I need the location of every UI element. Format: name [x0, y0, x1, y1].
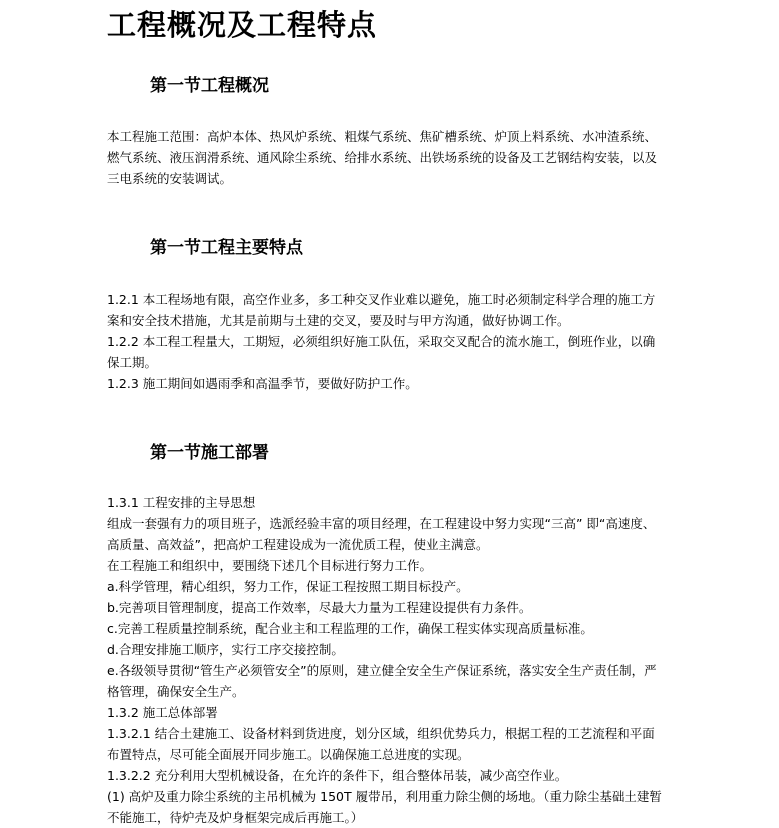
paragraph: 1.2.2 本工程工程量大，工期短，必须组织好施工队伍，采取交叉配合的流水施工，倒班作业，以确保工期。 — [107, 334, 656, 370]
paragraph: 1.3.1 工程安排的主导思想 — [107, 495, 256, 510]
paragraph: 1.3.2.2 充分利用大型机械设备，在允许的条件下，组合整体吊装，减少高空作业。 — [107, 768, 568, 783]
paragraph: b.完善项目管理制度，提高工作效率，尽最大力量为工程建设提供有力条件。 — [107, 600, 532, 615]
paragraph: 1.2.1 本工程场地有限，高空作业多，多工种交叉作业难以避免，施工时必须制定科学合理的施工方案和安全技术措施，尤其是前期与土建的交叉，要及时与甲方沟通，做好协调工作。 — [107, 292, 656, 328]
paragraph: 1.2.3 施工期间如遇雨季和高温季节，要做好防护工作。 — [107, 376, 418, 391]
paragraph: 本工程施工范围：高炉本体、热风炉系统、粗煤气系统、焦矿槽系统、炉顶上料系统、水冲渣系统、燃气系统、液压润滑系统、通风除尘系统、给排水系统、出铁场系统的设备及工艺钢结构安装，以及三电系统的安装调试。 — [107, 129, 658, 186]
section-body-deployment — [107, 492, 667, 828]
document-title: 工程概况及工程特点 — [107, 8, 378, 42]
paragraph: e.各级领导贯彻“管生产必须管安全”的原则，建立健全安全生产保证系统，落实安全生产责任制，严格管理，确保安全生产。 — [107, 663, 657, 699]
paragraph: (1) 高炉及重力除尘系统的主吊机械为 150T 履带吊，利用重力除尘侧的场地。（重力除尘基础土建暂不能施工，待炉壳及炉身框架完成后再施工。） — [107, 789, 662, 825]
section-body-overview — [107, 126, 667, 189]
section-heading-deployment: 第一节施工部署 — [150, 443, 269, 463]
paragraph: 在工程施工和组织中，要围绕下述几个目标进行努力工作。 — [107, 558, 433, 573]
section-heading-overview: 第一节工程概况 — [150, 76, 269, 96]
section-heading-features: 第一节工程主要特点 — [150, 238, 303, 258]
section-body-features — [107, 289, 667, 394]
paragraph: 1.3.2.1 结合土建施工、设备材料到货进度，划分区域，组织优势兵力，根据工程的工艺流程和平面布置特点，尽可能全面展开同步施工。以确保施工总进度的实现。 — [107, 726, 655, 762]
paragraph: 组成一套强有力的项目班子，选派经验丰富的项目经理，在工程建设中努力实现“三高” 即“高速度、高质量、高效益”，把高炉工程建设成为一流优质工程，使业主满意。 — [107, 516, 656, 552]
paragraph: 1.3.2 施工总体部署 — [107, 705, 218, 720]
paragraph: a.科学管理，精心组织，努力工作，保证工程按照工期目标投产。 — [107, 579, 469, 594]
paragraph: c.完善工程质量控制系统，配合业主和工程监理的工作，确保工程实体实现高质量标准。 — [107, 621, 593, 636]
paragraph: d.合理安排施工顺序，实行工序交接控制。 — [107, 642, 344, 657]
